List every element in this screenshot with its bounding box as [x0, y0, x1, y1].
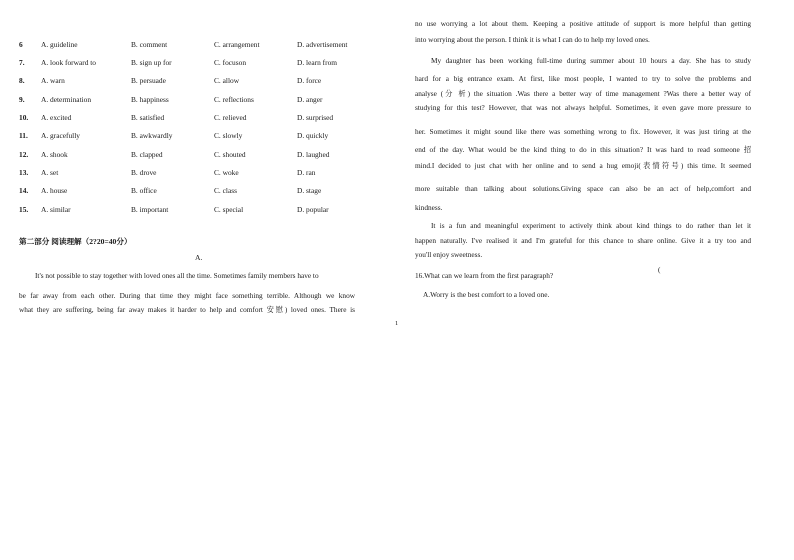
option-row: [19, 38, 364, 52]
option-row: [19, 56, 364, 70]
option-c: C. shouted: [214, 150, 246, 159]
option-b: B. satisfied: [131, 113, 165, 122]
passage-line: end of the day. What would be the kind thing to do in this situation? It was hard to read someone 招: [415, 145, 751, 154]
question-number: 7.: [19, 58, 25, 67]
page-number: 1: [395, 320, 399, 327]
option-b: B. important: [131, 205, 169, 214]
option-a: A. determination: [41, 95, 92, 104]
question-number: 12.: [19, 150, 29, 159]
option-c: C. slowly: [214, 131, 243, 140]
option-c: C. special: [214, 205, 244, 214]
option-a: A. warn: [41, 76, 65, 85]
passage-line: My daughter has been working full-time during summer about 10 hours a day. She has to study: [431, 56, 751, 65]
question-number: 8.: [19, 76, 25, 85]
option-c: C. reflections: [214, 95, 254, 104]
passage-line: her. Sometimes it might sound like there was something wrong to fix. However, it was just tiring at the: [415, 127, 751, 136]
option-a: A. set: [41, 168, 59, 177]
option-c: C. arrangement: [214, 40, 260, 49]
option-b: B. office: [131, 186, 157, 195]
section-title: 第二部分 阅读理解（2?20=40分）: [19, 237, 132, 246]
option-b: B. drove: [131, 168, 157, 177]
option-b: B. sign up for: [131, 58, 172, 67]
option-c: C. relieved: [214, 113, 247, 122]
option-d: D. surprised: [297, 113, 334, 122]
option-c: C. class: [214, 186, 237, 195]
passage-label: A.: [195, 253, 203, 262]
passage-line: mind.I decided to just chat with her online and to send a hug emoji(表情符号) this time. It seemed: [415, 161, 751, 170]
question-number: 11.: [19, 131, 28, 140]
question-number: 15.: [19, 205, 29, 214]
option-b: B. clapped: [131, 150, 163, 159]
option-d: D. learn from: [297, 58, 338, 67]
passage-line: more suitable than talking about solutions.Giving space can also be an act of help,comfort and: [415, 184, 751, 193]
question-number: 9.: [19, 95, 25, 104]
answer-parenthesis: (: [658, 265, 661, 274]
question-number: 14.: [19, 186, 29, 195]
option-row: [19, 203, 364, 217]
option-d: D. popular: [297, 205, 329, 214]
option-d: D. quickly: [297, 131, 329, 140]
passage-line: It's not possible to stay together with loved ones all the time. Sometimes family members have to: [35, 271, 319, 280]
option-row: [19, 74, 364, 88]
passage-line: analyse (分 析) the situation .Was there a better way of time management ?Was there a better way of: [415, 89, 751, 98]
option-row: [19, 93, 364, 107]
option-d: D. stage: [297, 186, 322, 195]
option-a: A. look forward to: [41, 58, 97, 67]
option-c: C. woke: [214, 168, 239, 177]
option-row: [19, 184, 364, 198]
passage-line: no use worrying a lot about them. Keeping a positive attitude of support is more helpful than getting: [415, 19, 751, 28]
option-b: B. awkwardly: [131, 131, 173, 140]
option-row: [19, 148, 364, 162]
passage-line: happen naturally. I've realised it and I'm grateful for this chance to share online. Give it a try too and: [415, 236, 751, 245]
option-d: D. ran: [297, 168, 316, 177]
question-number: 13.: [19, 168, 29, 177]
passage-line: be far away from each other. During that time they might face something terrible. Although we know: [19, 291, 355, 300]
option-d: D. laughed: [297, 150, 330, 159]
option-a: A. excited: [41, 113, 72, 122]
answer-option-a: A.Worry is the best comfort to a loved one.: [423, 290, 550, 299]
option-b: B. persuade: [131, 76, 166, 85]
option-row: [19, 166, 364, 180]
passage-line: into worrying about the person. I think it is what I can do to help my loved ones.: [415, 35, 650, 44]
passage-line: studying for this test? However, that was not always helpful. Sometimes, it even gave more pressure to: [415, 103, 751, 112]
option-a: A. shook: [41, 150, 68, 159]
option-c: C. focuson: [214, 58, 247, 67]
option-a: A. similar: [41, 205, 71, 214]
question-16: 16.What can we learn from the first paragraph?: [415, 271, 554, 280]
passage-line: kindness.: [415, 203, 443, 212]
option-d: D. force: [297, 76, 322, 85]
option-c: C. allow: [214, 76, 240, 85]
passage-line: It is a fun and meaningful experiment to actively think about kind things to do rather than let it: [431, 221, 751, 230]
option-b: B. happiness: [131, 95, 169, 104]
option-a: A. guideline: [41, 40, 78, 49]
passage-line: what they are suffering, being far away makes it harder to help and comfort 安慰) loved ones. There is: [19, 305, 355, 314]
question-number: 10.: [19, 113, 29, 122]
question-number: 6: [19, 40, 23, 49]
option-d: D. anger: [297, 95, 323, 104]
option-a: A. gracefully: [41, 131, 80, 140]
option-a: A. house: [41, 186, 68, 195]
passage-line: you'll enjoy sweetness.: [415, 250, 483, 259]
option-d: D. advertisement: [297, 40, 348, 49]
option-b: B. comment: [131, 40, 168, 49]
passage-line: hard for a big entrance exam. At first, like most people, I wanted to try to solve the problems and: [415, 74, 751, 83]
option-row: [19, 111, 364, 125]
option-row: [19, 129, 364, 143]
